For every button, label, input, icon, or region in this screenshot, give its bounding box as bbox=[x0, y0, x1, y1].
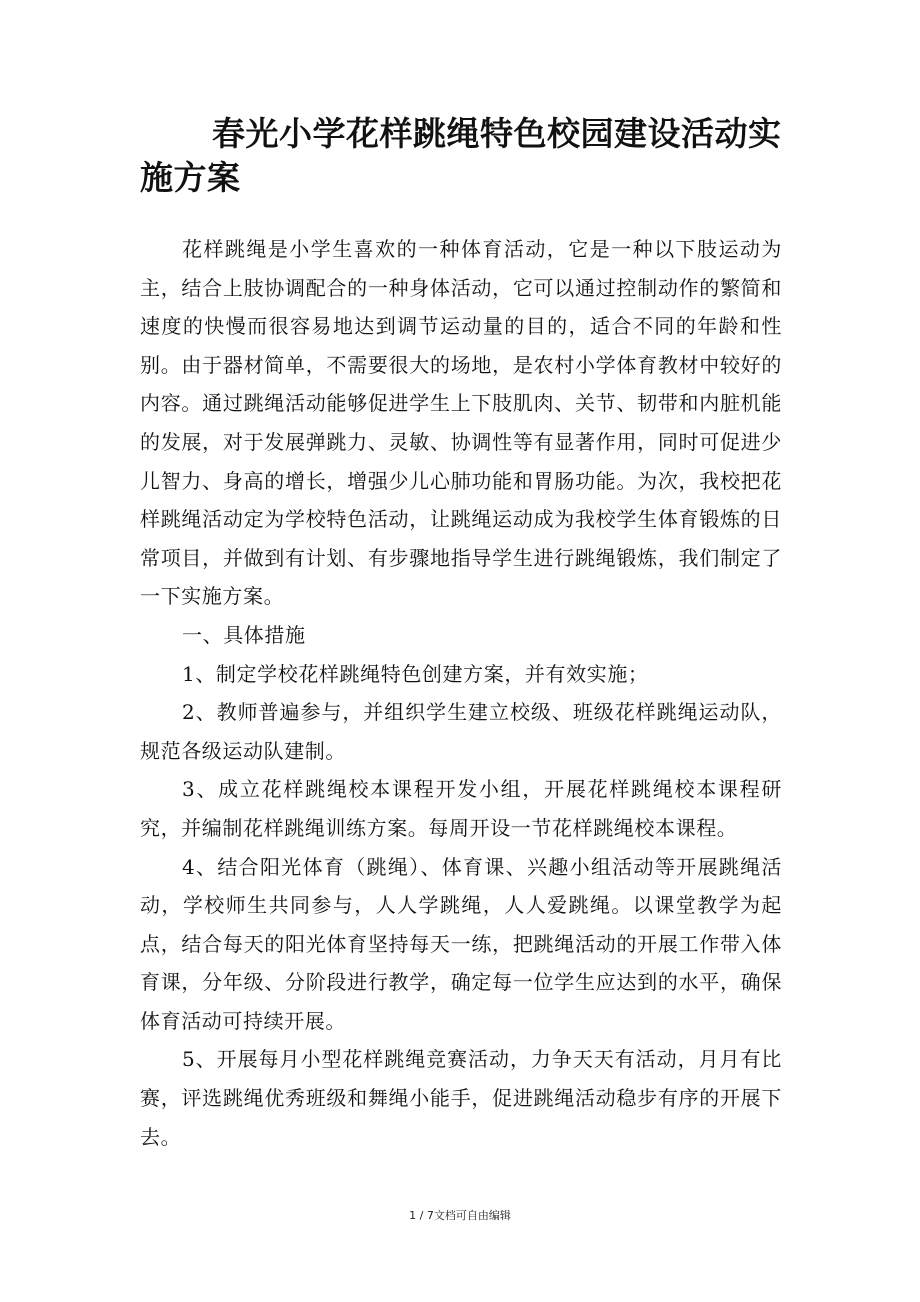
document-title: 春光小学花样跳绳特色校园建设活动实施方案 bbox=[140, 114, 782, 197]
document-body bbox=[140, 230, 782, 1156]
intro-paragraph: 花样跳绳是小学生喜欢的一种体育活动，它是一种以下肢运动为主，结合上肢协调配合的一种身体活动，它可以通过控制动作的繁简和速度的快慢而很容易地达到调节运动量的目的，适合不同的年龄和性别。由于器材简单，不需要很大的场地，是农村小学体育教材中较好的内容。通过跳绳活动能够促进学生上下肢肌肉、关节、韧带和内脏机能的发展，对于发展弹跳力、灵敏、协调性等有显著作用，同时可促进少儿智力、身高的增长，增强少儿心肺功能和胃肠功能。为次，我校把花样跳绳活动定为学校特色活动，让跳绳运动成为我校学生体育锻炼的日常项目，并做到有计划、有步骤地指导学生进行跳绳锻炼，我们制定了一下实施方案。 bbox=[140, 237, 782, 609]
measure-item-2: 2、教师普遍参与，并组织学生建立校级、班级花样跳绳运动队，规范各级运动队建制。 bbox=[140, 700, 782, 763]
measure-item-1: 1、制定学校花样跳绳特色创建方案，并有效实施； bbox=[182, 661, 649, 686]
measure-item-4: 4、结合阳光体育（跳绳）、体育课、兴趣小组活动等开展跳绳活动，学校师生共同参与，人人学跳绳，人人爱跳绳。以课堂教学为起点，结合每天的阳光体育坚持每天一练，把跳绳活动的开展工作带入体育课，分年级、分阶段进行教学，确定每一位学生应达到的水平，确保体育活动可持续开展。 bbox=[140, 854, 782, 1033]
measure-item-5: 5、开展每月小型花样跳绳竞赛活动，力争天天有活动，月月有比赛，评选跳绳优秀班级和舞绳小能手，促进跳绳活动稳步有序的开展下去。 bbox=[140, 1047, 782, 1149]
section-heading-measures: 一、具体措施 bbox=[182, 622, 306, 647]
measure-item-3: 3、成立花样跳绳校本课程开发小组，开展花样跳绳校本课程研究，并编制花样跳绳训练方案。每周开设一节花样跳绳校本课程。 bbox=[140, 777, 782, 840]
page-footer: 1 / 7文档可自由编辑 bbox=[409, 1209, 511, 1222]
